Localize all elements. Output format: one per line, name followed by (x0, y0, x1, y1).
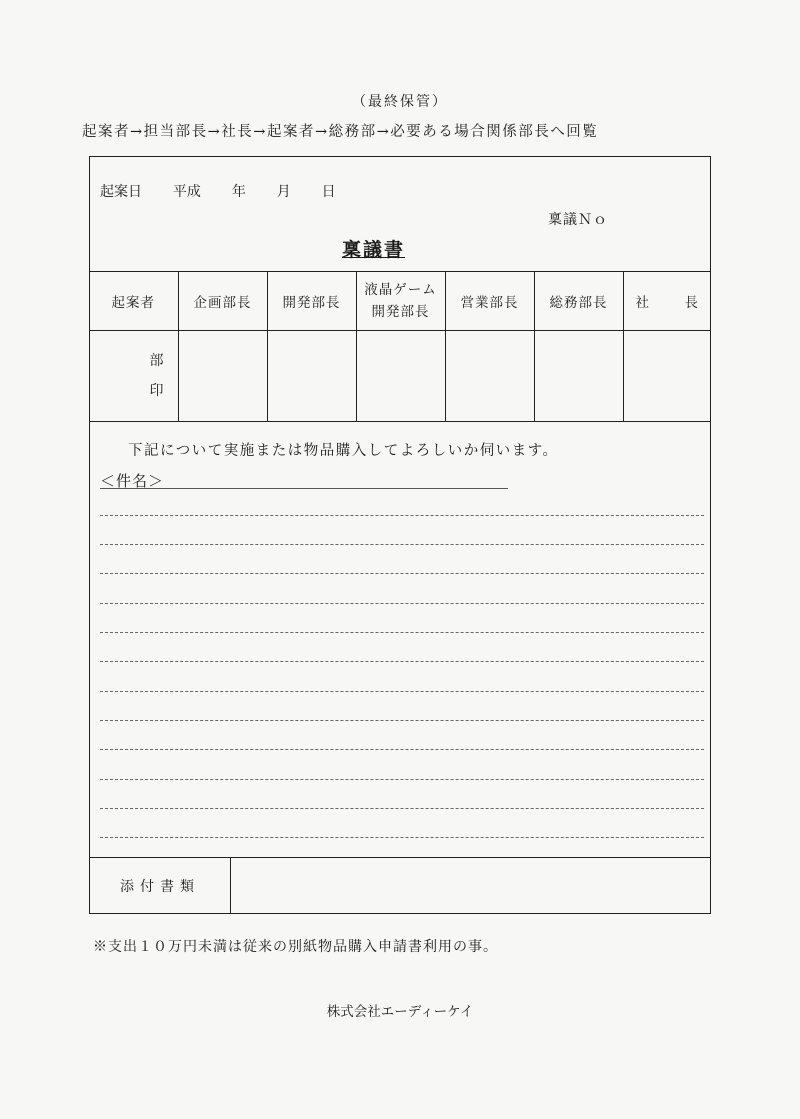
stamp-lcd-game-dev-manager[interactable] (356, 331, 445, 422)
header-president (623, 272, 711, 331)
company-name: 株式会社エーディーケイ (326, 1004, 474, 1020)
stamp-development-manager[interactable] (267, 331, 356, 422)
subject-underline[interactable] (100, 488, 508, 489)
stamp-label-bu: 部 (149, 353, 164, 369)
approval-stamp-row (89, 331, 711, 422)
header-lcd-game-dev-manager (356, 272, 445, 331)
draft-date-line (100, 181, 336, 201)
expense-footnote: ※支出１０万円未満は従来の別紙物品購入申請書利用の事。 (93, 939, 498, 955)
header-drafter: 起案者 (89, 272, 178, 331)
writing-line[interactable] (100, 691, 704, 692)
writing-line[interactable] (100, 661, 704, 662)
era-label: 平成 (172, 184, 201, 200)
attachments-row (90, 857, 710, 914)
attachments-field[interactable] (231, 858, 710, 914)
president-char-1: 社 (635, 295, 650, 311)
month-label: 月 (276, 184, 291, 200)
stamp-label-in: 印 (149, 383, 164, 399)
ringi-number-label: 稟議Ｎｏ (548, 212, 608, 228)
stamp-planning-manager[interactable] (178, 331, 267, 422)
year-label: 年 (231, 184, 246, 200)
writing-line[interactable] (100, 632, 704, 633)
stamp-drafter[interactable] (89, 331, 178, 422)
writing-line[interactable] (100, 749, 704, 750)
writing-line[interactable] (100, 515, 704, 516)
stamp-general-affairs-manager[interactable] (534, 331, 623, 422)
writing-line[interactable] (100, 779, 704, 780)
writing-line[interactable] (100, 808, 704, 809)
header-development-manager: 開発部長 (267, 272, 356, 331)
attachments-label: 添付書類 (90, 858, 231, 914)
approval-table (89, 271, 711, 422)
writing-line[interactable] (100, 720, 704, 721)
writing-line[interactable] (100, 603, 704, 604)
approval-header-row (89, 272, 711, 331)
draft-date-label: 起案日 (100, 184, 142, 200)
day-label: 日 (321, 184, 336, 200)
president-char-2: 長 (684, 295, 699, 311)
stamp-president[interactable] (623, 331, 711, 422)
request-statement: 下記について実施または物品購入してよろしいか伺います。 (128, 443, 559, 459)
lcd-dev-manager-line: 開発部長 (371, 304, 430, 320)
header-sales-manager: 営業部長 (445, 272, 534, 331)
writing-line[interactable] (100, 544, 704, 545)
storage-note: （最終保管） (352, 94, 448, 110)
routing-instructions: 起案者→担当部長→社長→起案者→総務部→必要ある場合関係部長へ回覧 (82, 124, 599, 140)
document-title: 稟議書 (342, 239, 406, 261)
writing-line[interactable] (100, 573, 704, 574)
header-general-affairs-manager: 総務部長 (534, 272, 623, 331)
stamp-sales-manager[interactable] (445, 331, 534, 422)
header-planning-manager: 企画部長 (178, 272, 267, 331)
lcd-game-line: 液晶ゲーム (364, 282, 437, 298)
ringi-form (89, 156, 711, 914)
subject-label: ＜件名＞ (100, 472, 165, 490)
writing-line[interactable] (100, 837, 704, 838)
